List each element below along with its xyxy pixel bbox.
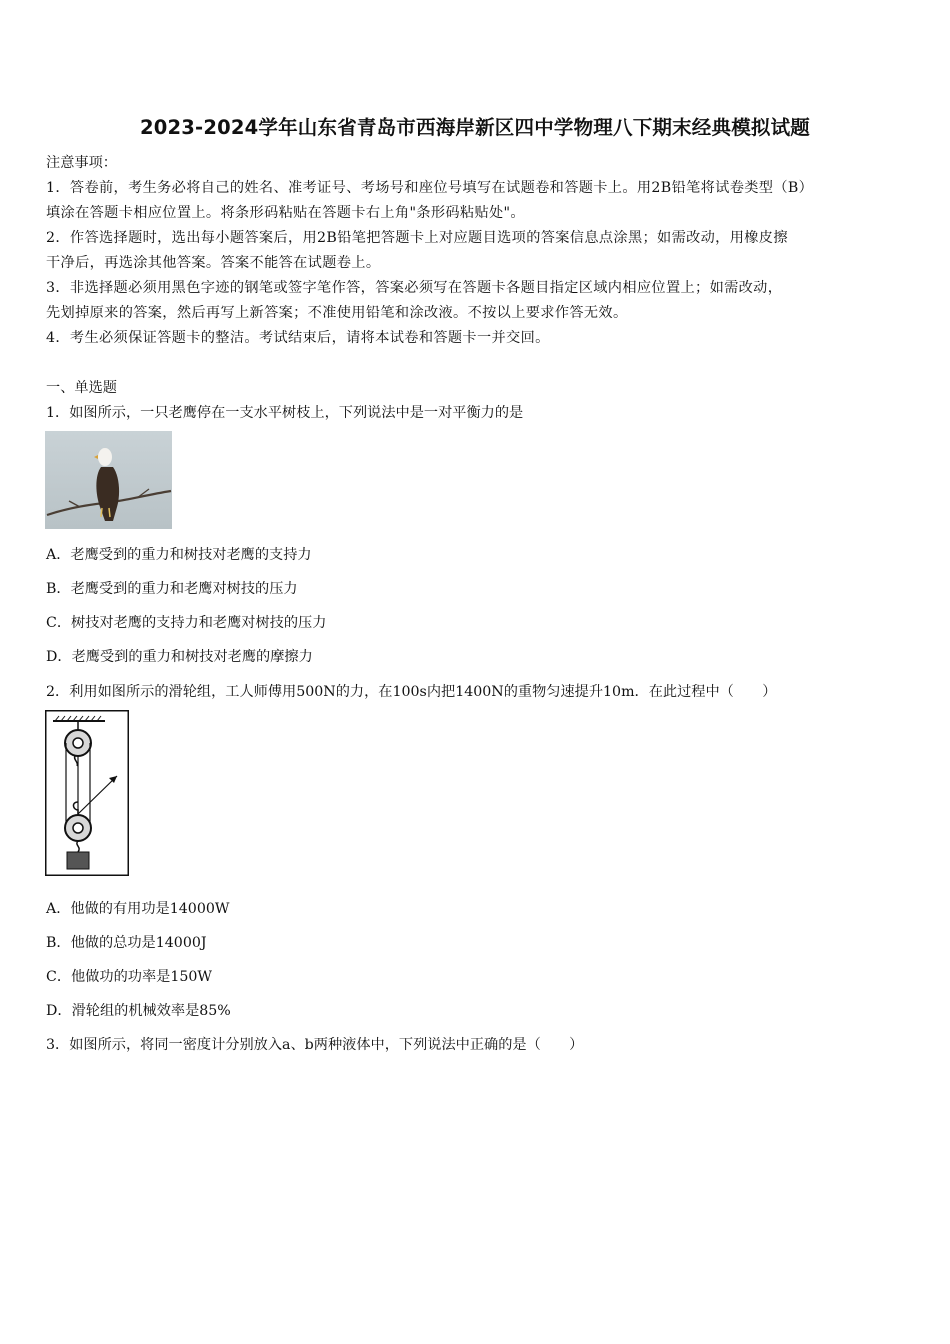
notice-line: 2．作答选择题时，选出每小题答案后，用2B铅笔把答题卡上对应题目选项的答案信息点涂黑；如需改动，用橡皮擦	[46, 230, 788, 246]
question-2-stem: 2．利用如图所示的滑轮组，工人师傅用500N的力，在100s内把1400N的重物匀速提升10m．在此过程中（ ）	[46, 684, 777, 700]
question-1-option-b: B．老鹰受到的重力和老鹰对树技的压力	[46, 581, 298, 597]
notice-line: 3．非选择题必须用黑色字迹的钢笔或签字笔作答，答案必须写在答题卡各题目指定区域内相应位置上；如需改动，	[46, 280, 783, 296]
section-heading: 一、单选题	[46, 380, 117, 396]
question-2-option-a: A．他做的有用功是14000W	[46, 901, 230, 917]
question-2-option-d: D．滑轮组的机械效率是85%	[46, 1003, 231, 1019]
eagle-figure	[45, 431, 172, 529]
question-1-option-c: C．树技对老鹰的支持力和老鹰对树技的压力	[46, 615, 327, 631]
question-1-option-a: A．老鹰受到的重力和树技对老鹰的支持力	[46, 547, 312, 563]
pulley-diagram	[45, 710, 129, 876]
question-2-option-b: B．他做的总功是14000J	[46, 935, 207, 951]
question-1-stem: 1．如图所示，一只老鹰停在一支水平树枝上，下列说法中是一对平衡力的是	[46, 405, 524, 421]
pulley-figure	[45, 710, 129, 876]
question-3-stem: 3．如图所示，将同一密度计分别放入a、b两种液体中，下列说法中正确的是（ ）	[46, 1037, 584, 1053]
notice-line: 4．考生必须保证答题卡的整洁。考试结束后，请将本试卷和答题卡一并交回。	[46, 330, 550, 346]
notice-line: 先划掉原来的答案，然后再写上新答案；不准使用铅笔和涂改液。不按以上要求作答无效。	[46, 305, 628, 321]
notice-heading: 注意事项：	[46, 155, 117, 171]
question-1-option-d: D．老鹰受到的重力和树技对老鹰的摩擦力	[46, 649, 313, 665]
notice-line: 1．答卷前，考生务必将自己的姓名、准考证号、考场号和座位号填写在试题卷和答题卡上。用2B铅笔将试卷类型（B）	[46, 180, 814, 196]
notice-line: 干净后，再选涂其他答案。答案不能答在试题卷上。	[46, 255, 381, 271]
page-title: 2023-2024学年山东省青岛市西海岸新区四中学物理八下期末经典模拟试题	[139, 116, 811, 139]
question-2-option-c: C．他做功的功率是150W	[46, 969, 213, 985]
notice-line: 填涂在答题卡相应位置上。将条形码粘贴在答题卡右上角"条形码粘贴处"。	[46, 205, 525, 221]
eagle-image	[45, 431, 172, 529]
